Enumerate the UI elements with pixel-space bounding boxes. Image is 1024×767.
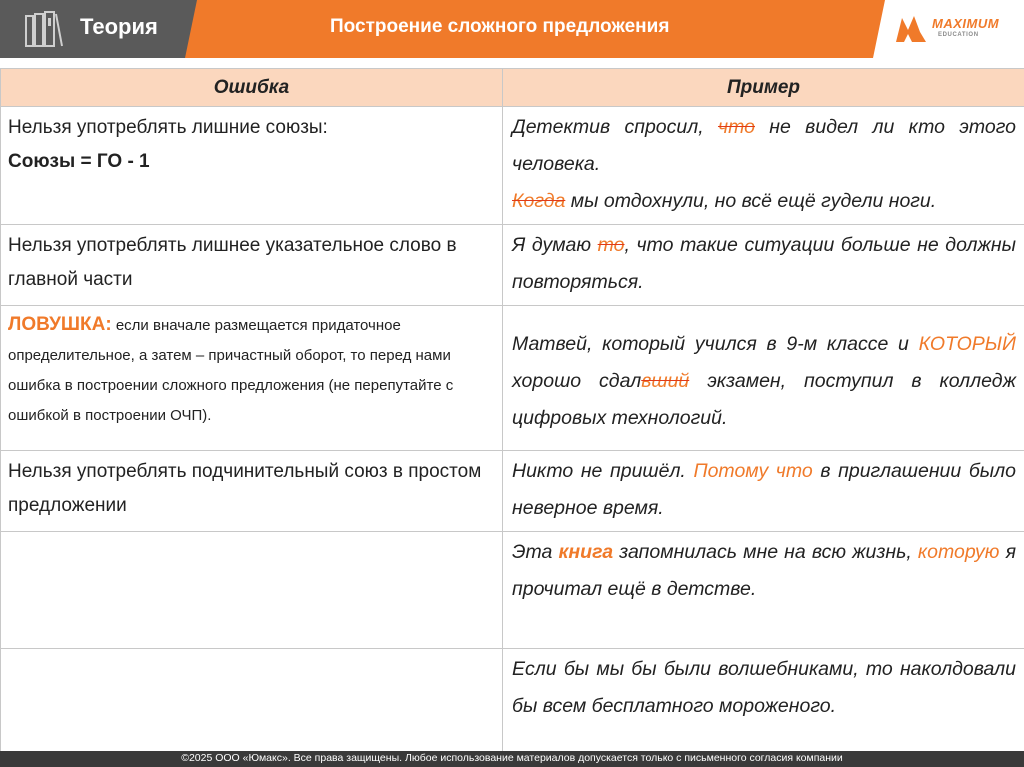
example-sentence	[512, 534, 1016, 608]
table-row	[1, 451, 1024, 532]
example-text: не видел ли кто этого человека.	[512, 116, 1017, 175]
error-cell	[1, 532, 503, 649]
highlighted-word: КОТОРЫЙ	[918, 333, 1016, 355]
error-formula: Союзы = ГО - 1	[8, 151, 150, 172]
table-row	[1, 532, 1024, 649]
column-header-example: Пример	[503, 69, 1024, 107]
error-text: Нельзя употреблять лишнее указательное слово в главной части	[8, 235, 457, 290]
table-header-row	[1, 69, 1024, 107]
example-sentence	[512, 651, 1016, 725]
example-text: Эта	[512, 541, 559, 563]
books-icon	[24, 10, 64, 48]
example-sentence	[512, 183, 1016, 220]
error-cell	[1, 306, 503, 451]
example-cell	[503, 532, 1024, 649]
highlighted-word: книга	[558, 541, 614, 563]
page-title: Построение сложного предложения	[330, 16, 670, 37]
section-title: Теория	[80, 14, 158, 39]
example-cell	[503, 451, 1024, 532]
table-row	[1, 225, 1024, 306]
example-text: я прочитал ещё в детстве.	[512, 541, 1016, 600]
example-cell	[503, 306, 1024, 451]
error-cell	[1, 649, 503, 765]
example-text: Никто не пришёл.	[512, 460, 694, 482]
footer-bar	[0, 751, 1024, 767]
error-cell	[1, 225, 503, 306]
example-text: запомнилась мне на всю жизнь,	[613, 541, 918, 563]
example-text: Матвей, который учился в 9-м классе и	[512, 333, 919, 355]
example-sentence	[512, 227, 1016, 301]
example-text: Я думаю	[512, 234, 598, 256]
highlighted-word: Потому что	[693, 460, 813, 482]
maximum-logo-icon	[894, 12, 928, 46]
struck-word: Когда	[512, 190, 566, 212]
errors-table	[0, 68, 1024, 765]
example-cell	[503, 649, 1024, 765]
example-sentence	[512, 453, 1016, 527]
struck-word: что	[717, 116, 755, 138]
example-text: экзамен, поступил в колледж цифровых технологий.	[512, 370, 1016, 429]
error-cell	[1, 451, 503, 532]
column-header-error: Ошибка	[1, 69, 503, 107]
logo-text: MAXIMUM	[932, 16, 1000, 31]
example-text: Если бы мы бы были волшебниками, то наколдовали бы всем бесплатного мороженого.	[512, 658, 1016, 717]
copyright-text: ©2025 ООО «Юмакс». Все права защищены. Любое использование материалов допускается только с письменного согласия компании	[181, 752, 843, 764]
example-text: , что такие ситуации больше не должны повторяться.	[512, 234, 1016, 293]
table-row	[1, 649, 1024, 765]
example-text: Детектив спросил,	[512, 116, 718, 138]
struck-word: вший	[641, 370, 690, 392]
table-row	[1, 107, 1024, 225]
logo-subtext: EDUCATION	[938, 32, 979, 38]
example-cell	[503, 225, 1024, 306]
trap-label: ЛОВУШКА:	[8, 314, 112, 335]
error-text: Нельзя употреблять подчинительный союз в простом предложении	[8, 461, 482, 516]
example-text: хорошо сдал	[512, 370, 642, 392]
trap-text: если вначале размещается придаточное определительное, а затем – причастный оборот, то перед нами ошибка в построении сложного предложения (не перепутайте с ошибкой в построении ОЧП).	[8, 317, 454, 424]
highlighted-word: которую	[917, 541, 1000, 563]
example-cell	[503, 107, 1024, 225]
header-bar	[0, 0, 1024, 58]
example-text: в приглашении было неверное время.	[512, 460, 1016, 519]
error-cell	[1, 107, 503, 225]
example-sentence	[512, 109, 1016, 183]
struck-word: то	[597, 234, 625, 256]
example-sentence	[512, 326, 1016, 437]
table-row	[1, 306, 1024, 451]
error-text: Нельзя употреблять лишние союзы:	[8, 117, 328, 138]
example-text: мы отдохнули, но всё ещё гудели ноги.	[565, 190, 937, 212]
